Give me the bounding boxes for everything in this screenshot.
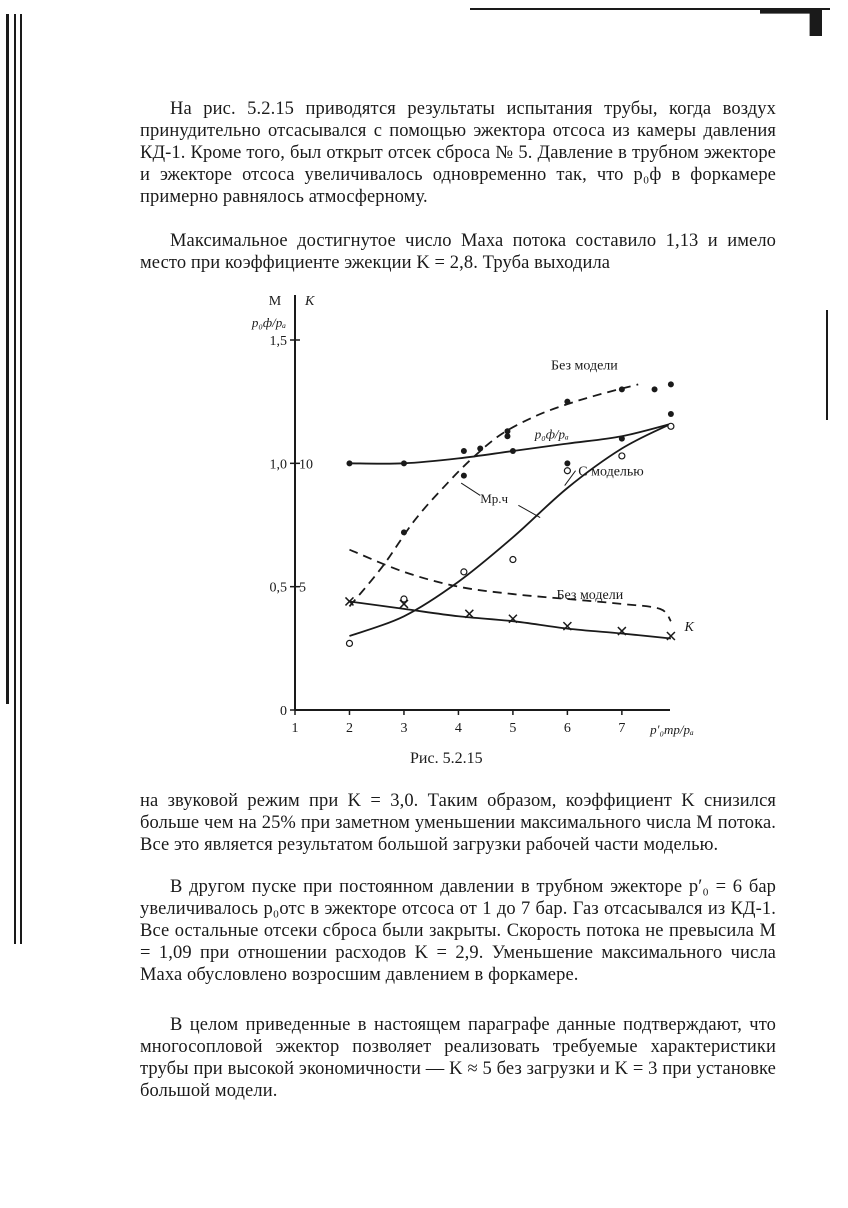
chart-markers — [345, 381, 674, 646]
x-tick-label: 6 — [563, 721, 571, 736]
data-point-1-5 — [668, 411, 674, 417]
leader-mrch-1 — [461, 483, 480, 495]
data-point-0-7 — [619, 386, 625, 392]
y-axis-label-k: K — [305, 294, 315, 309]
y-axis-label-m: M — [268, 294, 282, 309]
annotation-label-1: p₀ф/pₐ — [534, 426, 569, 442]
y-tick-label: 1,5 — [269, 334, 287, 349]
data-point-1-0 — [346, 460, 352, 466]
y-axis-label-p: p₀ф/pₐ — [251, 315, 287, 330]
data-point-4-6 — [667, 632, 675, 640]
data-point-2-0 — [346, 640, 352, 646]
x-axis-label: p′₀тр/pₐ — [650, 722, 694, 737]
x-tick-label: 4 — [454, 721, 462, 736]
data-point-0-8 — [652, 386, 658, 392]
scan-edge-left-1 — [6, 14, 9, 704]
data-point-0-6 — [564, 399, 570, 405]
paragraph-4: В другом пуске при постоянном давлении в трубном эжекторе p′₀ = 6 бар увеличивалось p₀отс в эжекторе отсоса от 1 до 7 бар. Газ отсасывался из КД-1. Все остальные отсеки сброса были закрыты. Скорость потока не превысила M = 1,09 при отношении расходов K = 2,9. Уменьшение максимального числа Маха обусловлено возросшим давлением в форкамере. — [140, 877, 776, 985]
scan-edge-left-2 — [14, 14, 16, 944]
data-point-1-2 — [510, 448, 516, 454]
y-tick-label: 0 — [280, 704, 287, 719]
data-point-2-3 — [510, 557, 516, 563]
paragraph-1: На рис. 5.2.15 приводятся результаты испытания трубы, когда воздух принудительно отсасывался с помощью эжектора отсоса из камеры давления КД-1. Кроме того, был открыт отсек сброса № 5. Давление в трубном эжекторе и эжекторе отсоса увеличивалось одновременно так, что p₀ф в форкамере примерно равнялось атмосферному. — [140, 99, 776, 207]
annotation-label-3: Mр.ч — [480, 490, 509, 506]
figure-caption: Рис. 5.2.15 — [410, 750, 483, 767]
annotation-label-5: K — [684, 620, 694, 636]
scan-edge-top-right — [760, 8, 822, 36]
annotation-label-0: Без модели — [551, 358, 618, 374]
data-point-2-6 — [668, 423, 674, 429]
leader-mrch-2 — [518, 505, 540, 517]
data-point-0-3 — [477, 446, 483, 452]
y-tick-label: 1,0 — [269, 457, 287, 473]
x-tick-label: 7 — [618, 721, 626, 736]
data-point-0-5 — [504, 433, 510, 439]
paragraph-5: В целом приведенные в настоящем параграфе данные подтверждают, что многосопловой эжектор позволяет реализовать требуемые характеристики трубы при высокой экономичности — K ≈ 5 без загрузки и K = 3 при установке большой модели. — [140, 1015, 776, 1101]
data-point-1-3 — [564, 460, 570, 466]
paragraph-2: Максимальное достигнутое число Маха потока составило 1,13 и имело место при коэффициенте эжекции K = 2,8. Труба выходила — [140, 231, 776, 273]
y-tick-label-k: 10 — [299, 457, 313, 473]
y-tick-label-k: 5 — [299, 580, 306, 596]
data-point-0-0 — [401, 529, 407, 535]
data-point-0-9 — [668, 381, 674, 387]
data-point-2-5 — [619, 453, 625, 459]
data-point-2-2 — [461, 569, 467, 575]
data-point-0-2 — [461, 448, 467, 454]
x-tick-label: 3 — [400, 721, 408, 736]
scan-edge-right — [826, 310, 828, 420]
x-tick-label: 1 — [291, 721, 299, 736]
data-point-1-4 — [619, 436, 625, 442]
x-tick-label: 5 — [509, 721, 517, 736]
data-point-0-1 — [461, 473, 467, 479]
x-tick-label: 2 — [345, 721, 353, 736]
data-point-1-1 — [401, 460, 407, 466]
annotation-label-2: С моделью — [578, 464, 644, 480]
figure-5-2-15 — [230, 285, 694, 745]
y-tick-label: 0,5 — [269, 580, 287, 596]
chart-labels — [251, 294, 695, 737]
scan-edge-left-3 — [20, 14, 22, 944]
annotation-label-4: Без модели — [556, 588, 624, 603]
paragraph-3: на звуковой режим при K = 3,0. Таким образом, коэффициент K снизился больше чем на 25% при заметном уменьшении максимального числа M потока. Все это является результатом большой загрузки рабочей части моделью. — [140, 791, 776, 855]
data-point-2-4 — [564, 468, 570, 474]
